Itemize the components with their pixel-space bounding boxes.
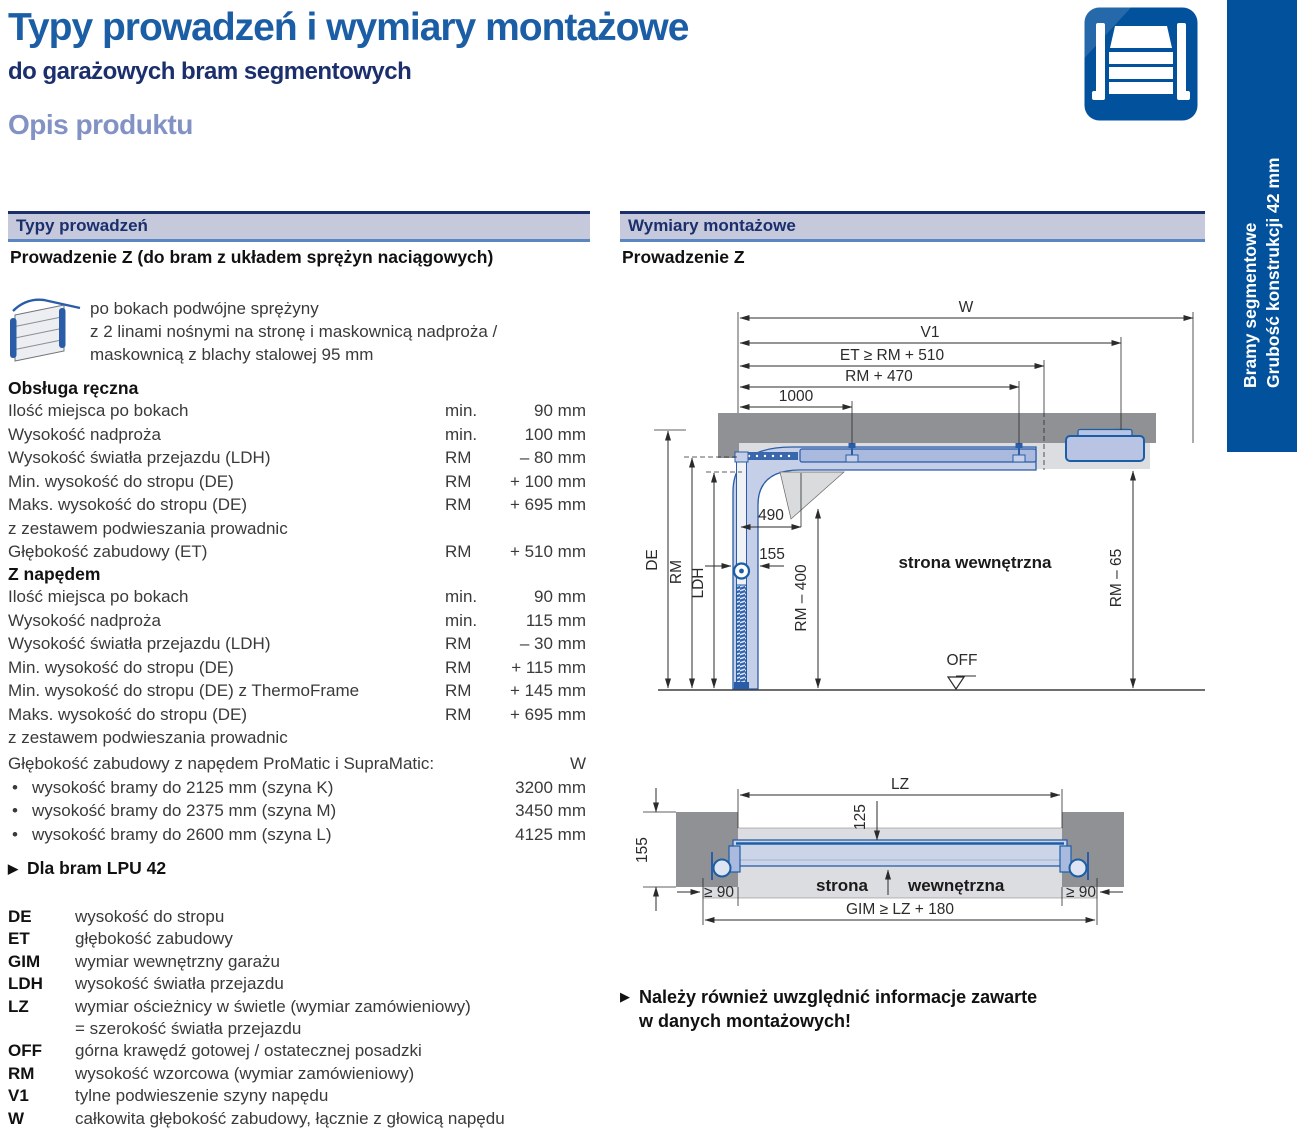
- spec-ref: RM: [445, 657, 472, 677]
- legend-row: [8, 1063, 586, 1085]
- table-row: [8, 446, 586, 470]
- side-tab-line1: Bramy segmentowe: [1240, 222, 1260, 388]
- table-row: [8, 632, 586, 656]
- spec-value: – 30 mm: [519, 634, 586, 653]
- dim-ge90-left: ≥ 90: [703, 884, 735, 901]
- spec-value: 100 mm: [524, 424, 586, 444]
- intro-line: po bokach podwójne sprężyny: [90, 299, 319, 318]
- dim-rm470: RM + 470: [845, 368, 913, 385]
- spec-label: Ilość miejsca po bokach: [8, 587, 189, 606]
- dim-rm: RM: [668, 559, 685, 585]
- legend-term: LZ: [8, 996, 29, 1016]
- spec-label: Min. wysokość do stropu (DE): [8, 657, 234, 677]
- legend-row: [8, 973, 586, 995]
- spec-value: + 695 mm: [509, 704, 586, 724]
- spec-label: Wysokość nadproża: [8, 610, 161, 630]
- side-tab-text: [1227, 0, 1297, 452]
- note-text: Należy również uwzględnić informacje zawarte w danych montażowych!: [639, 987, 1038, 1031]
- manual-spec-table: [8, 399, 586, 564]
- spec-value: 90 mm: [534, 587, 586, 606]
- dim-et: ET ≥ RM + 510: [839, 347, 945, 364]
- spec-ref: min.: [445, 401, 478, 420]
- legend-term: W: [8, 1108, 25, 1128]
- spec-label: Maks. wysokość do stropu (DE) z zestawem podwieszania prowadnic: [8, 495, 288, 538]
- triangle-bullet-icon: ▶: [620, 989, 630, 1004]
- inner-side-label: strona wewnętrzna: [898, 553, 1052, 572]
- intro-line: maskownicą z blachy stalowej 95 mm: [90, 345, 374, 364]
- spec-ref: RM: [445, 495, 472, 514]
- legend-row: [8, 996, 586, 1041]
- bullet-icon: •: [12, 777, 18, 797]
- spec-value: 115 mm: [525, 610, 586, 630]
- side-tab: [1227, 0, 1297, 452]
- spec-value: 90 mm: [534, 401, 586, 420]
- depth-item-label: wysokość bramy do 2600 mm (szyna L): [32, 824, 332, 844]
- legend-term: ET: [8, 929, 30, 949]
- applies-label: Dla bram LPU 42: [27, 858, 167, 878]
- depth-item-label: wysokość bramy do 2375 mm (szyna M): [32, 801, 337, 820]
- dim-de: DE: [644, 549, 661, 571]
- legend-def: całkowita głębokość zabudowy, łącznie z głowicą napędu: [75, 1108, 505, 1128]
- spec-label: Wysokość światła przejazdu (LDH): [8, 634, 271, 653]
- depth-item-value: 4125 mm: [515, 824, 586, 844]
- page-header: [8, 6, 688, 141]
- legend-term: GIM: [8, 951, 41, 971]
- legend-row: [8, 1108, 586, 1130]
- depth-item-value: 3200 mm: [515, 777, 586, 797]
- depth-header-row: [8, 752, 586, 776]
- bottom-fitting: [734, 682, 749, 689]
- table-row: [8, 609, 586, 633]
- spec-ref: min.: [445, 424, 478, 444]
- spec-label: Wysokość nadproża: [8, 424, 161, 444]
- depth-section: [8, 752, 586, 846]
- spec-ref: RM: [445, 634, 472, 653]
- legend-row: [8, 928, 586, 950]
- legend-row: [8, 906, 586, 928]
- inner-side-label-left: strona: [816, 876, 868, 895]
- off-label: OFF: [946, 652, 978, 669]
- dim-rm400: RM – 400: [793, 564, 810, 632]
- lintel: [718, 413, 739, 458]
- spec-ref: min.: [445, 610, 478, 630]
- sectional-door-icon: [1083, 6, 1201, 124]
- side-tab-line2: Grubość konstrukcji 42 mm: [1263, 157, 1283, 388]
- legend-term: V1: [8, 1086, 29, 1106]
- spec-label: Maks. wysokość do stropu (DE) z zestawem podwieszania prowadnic: [8, 704, 288, 747]
- legend-def: wysokość wzorcowa (wymiar zamówieniowy): [75, 1063, 415, 1083]
- spec-value: + 695 mm: [509, 495, 586, 514]
- triangle-bullet-icon: ▶: [8, 860, 18, 876]
- legend-def: wysokość do stropu: [75, 907, 225, 926]
- left-lead: Prowadzenie Z (do bram z układem sprężyn naciągowych): [10, 247, 494, 267]
- drive-head: [1066, 436, 1144, 461]
- table-row: [8, 423, 586, 447]
- legend-def: wymiar wewnętrzny garażu: [75, 951, 281, 971]
- page-title: Typy prowadzeń i wymiary montażowe: [8, 6, 689, 49]
- track-gusset: [780, 472, 844, 519]
- page-subtitle: do garażowych bram segmentowych: [8, 58, 412, 85]
- legend-row: [8, 1040, 586, 1062]
- dim-155-plan: 155: [634, 837, 651, 863]
- table-row: [8, 679, 586, 703]
- spec-ref: RM: [445, 542, 472, 561]
- spec-ref: RM: [445, 471, 472, 491]
- list-item: [8, 776, 586, 800]
- floor-level-icon: [948, 677, 964, 689]
- depth-title: Głębokość zabudowy z napędem ProMatic i SupraMatic:: [8, 754, 435, 773]
- drive-spec-table: [8, 585, 586, 750]
- legend-term: OFF: [8, 1041, 42, 1061]
- note: [620, 985, 1180, 1033]
- depth-item-value: 3450 mm: [515, 801, 586, 820]
- legend-def: tylne podwieszenie szyny napędu: [75, 1086, 329, 1106]
- spec-label: Głębokość zabudowy (ET): [8, 542, 208, 561]
- dim-gim: GIM ≥ LZ + 180: [845, 901, 955, 918]
- section-title: Opis produktu: [8, 109, 193, 140]
- legend-def: górna krawędź gotowej / ostatecznej posadzki: [75, 1041, 422, 1061]
- table-row: [8, 399, 586, 423]
- legend-def: wysokość światła przejazdu: [75, 974, 284, 994]
- bullet-icon: •: [12, 801, 18, 820]
- legend-term: LDH: [8, 974, 43, 994]
- legend-row: [8, 1085, 586, 1107]
- table-row: [8, 470, 586, 494]
- list-item: [8, 823, 586, 847]
- dim-rm65: RM – 65: [1108, 548, 1125, 608]
- drive-section-title: Z napędem: [8, 564, 101, 584]
- door-track-icon: [2, 292, 86, 376]
- bullet-icon: •: [12, 824, 18, 844]
- legend-term: RM: [8, 1063, 35, 1083]
- spec-value: + 115 mm: [511, 657, 586, 677]
- dim-ldh: LDH: [690, 567, 707, 599]
- operator-rail: [800, 449, 1036, 462]
- spec-value: + 100 mm: [509, 471, 586, 491]
- left-panel-header: Typy prowadzeń: [8, 211, 590, 242]
- dim-1000: 1000: [778, 388, 814, 405]
- side-section-diagram: [620, 290, 1210, 740]
- legend-def: wymiar ościeżnicy w świetle (wymiar zamówieniowy) = szerokość światła przejazdu: [75, 996, 471, 1039]
- dim-v1: V1: [920, 324, 940, 341]
- spec-ref: min.: [445, 587, 478, 606]
- right-panel-header: Wymiary montażowe: [620, 211, 1205, 242]
- dim-w: W: [958, 299, 974, 316]
- right-lead: Prowadzenie Z: [622, 247, 745, 267]
- spec-ref: RM: [445, 681, 472, 700]
- table-row: [8, 656, 586, 680]
- tension-spring: [737, 585, 747, 683]
- dim-lz: LZ: [890, 776, 910, 793]
- table-row: [8, 703, 586, 750]
- dim-155: 155: [759, 546, 785, 563]
- inner-side-label-right: wewnętrzna: [908, 876, 1005, 895]
- spec-label: Min. wysokość do stropu (DE): [8, 471, 234, 491]
- plan-section-diagram: [620, 770, 1180, 935]
- table-row: [8, 540, 586, 564]
- table-row: [8, 585, 586, 609]
- intro-text: [90, 297, 497, 366]
- dim-125: 125: [852, 804, 869, 830]
- legend: [8, 906, 586, 1130]
- applies-line: [8, 858, 166, 879]
- legend-term: DE: [8, 907, 32, 926]
- spec-label: Min. wysokość do stropu (DE) z ThermoFrame: [8, 681, 360, 700]
- spec-label: Wysokość światła przejazdu (LDH): [8, 448, 271, 467]
- manual-section-title: Obsługa ręczna: [8, 378, 139, 398]
- spec-label: Ilość miejsca po bokach: [8, 401, 189, 420]
- spec-value: + 510 mm: [509, 542, 586, 561]
- list-item: [8, 799, 586, 823]
- depth-col-label: W: [569, 754, 586, 773]
- legend-def: głębokość zabudowy: [75, 929, 233, 949]
- table-row: [8, 493, 586, 540]
- spec-ref: RM: [445, 704, 472, 724]
- spec-value: – 80 mm: [519, 448, 586, 467]
- spec-ref: RM: [445, 448, 472, 467]
- legend-row: [8, 951, 586, 973]
- dim-ge90-right: ≥ 90: [1065, 884, 1097, 901]
- depth-item-label: wysokość bramy do 2125 mm (szyna K): [32, 777, 334, 797]
- dim-490: 490: [758, 507, 784, 524]
- spec-value: + 145 mm: [509, 681, 586, 700]
- intro-line: z 2 linami nośnymi na stronę i maskownicą nadproża /: [90, 322, 498, 341]
